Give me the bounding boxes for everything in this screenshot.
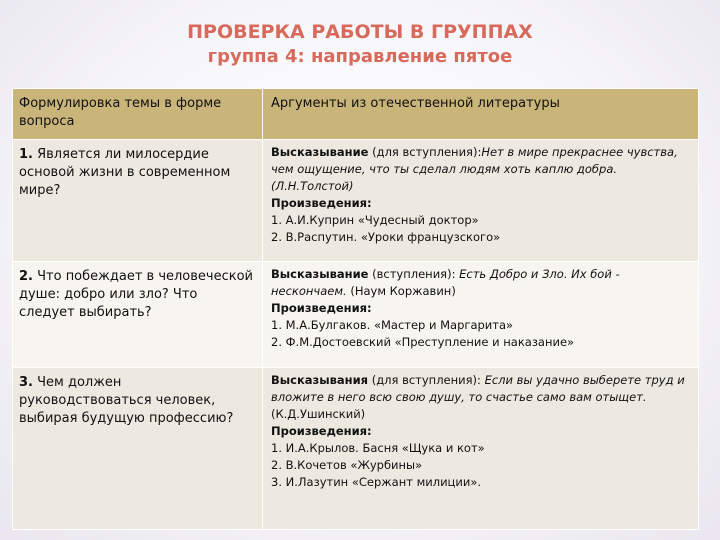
work-number: 2. [271, 458, 282, 472]
arguments-cell [263, 262, 699, 368]
quote-text: Если вы удачно выберете труд и вложите в него всю свою душу, то счастье само вам отыщет. [271, 373, 685, 404]
question-cell [13, 140, 263, 262]
table-row [13, 368, 699, 530]
list-item [271, 229, 690, 246]
question-cell [13, 262, 263, 368]
list-item [271, 334, 690, 351]
question-cell [13, 368, 263, 530]
row-number: 3. [19, 375, 33, 390]
list-item [271, 212, 690, 229]
work-title: И.А.Крылов. Басня «Щука и кот» [281, 441, 485, 455]
table-row [13, 262, 699, 368]
table-header-row [13, 89, 699, 140]
list-item [271, 317, 690, 334]
title-line-2: группа 4: направление пятое [207, 46, 513, 67]
quote-author: (Наум Коржавин) [346, 284, 456, 298]
list-item [271, 474, 690, 491]
table-row [13, 140, 699, 262]
list-item [271, 457, 690, 474]
work-title: А.И.Куприн «Чудесный доктор» [281, 213, 479, 227]
quote-label: Высказывание [271, 267, 369, 281]
arguments-cell [263, 368, 699, 530]
question-text: Является ли милосердие основой жизни в современном мире? [19, 147, 231, 198]
arguments-cell [263, 140, 699, 262]
quote-text: Нет в мире прекраснее чувства, чем ощущение, что ты сделал людям хоть каплю добра. (Л.Н.Толстой) [271, 145, 678, 193]
quote-label: Высказывание [271, 145, 369, 159]
work-title: Ф.М.Достоевский «Преступление и наказание» [281, 335, 575, 349]
works-label: Произведения: [271, 301, 372, 315]
list-item [271, 440, 690, 457]
title-line-1: ПРОВЕРКА РАБОТЫ В ГРУППАХ [187, 21, 533, 43]
work-title: В.Кочетов «Журбины» [281, 458, 423, 472]
header-arguments: Аргументы из отечественной литературы [263, 89, 699, 140]
work-number: 1. [271, 213, 282, 227]
work-title: И.Лазутин «Сержант милиции». [281, 475, 482, 489]
quote-text: Есть Добро и Зло. Их бой - нескончаем. [271, 267, 620, 298]
quote-intro: (для вступления): [368, 373, 485, 387]
row-number: 1. [19, 147, 33, 162]
question-text: Что побеждает в человеческой душе: добро или зло? Что следует выбирать? [19, 269, 254, 320]
work-title: М.А.Булгаков. «Мастер и Маргарита» [281, 318, 514, 332]
quote-intro: (вступления): [368, 267, 460, 281]
quote-intro: (для вступления): [368, 145, 482, 159]
work-title: В.Распутин. «Уроки французского» [281, 230, 501, 244]
slide-title [0, 20, 720, 70]
question-text: Чем должен руководствоваться человек, выбирая будущую профессию? [19, 375, 234, 426]
arguments-table [12, 88, 699, 530]
works-label: Произведения: [271, 196, 372, 210]
header-topic: Формулировка темы в форме вопроса [13, 89, 263, 140]
works-label: Произведения: [271, 424, 372, 438]
row-number: 2. [19, 269, 33, 284]
work-number: 2. [271, 230, 282, 244]
work-number: 1. [271, 441, 282, 455]
quote-author: (К.Д.Ушинский) [271, 407, 366, 421]
work-number: 2. [271, 335, 282, 349]
quote-label: Высказывания [271, 373, 369, 387]
work-number: 3. [271, 475, 282, 489]
work-number: 1. [271, 318, 282, 332]
